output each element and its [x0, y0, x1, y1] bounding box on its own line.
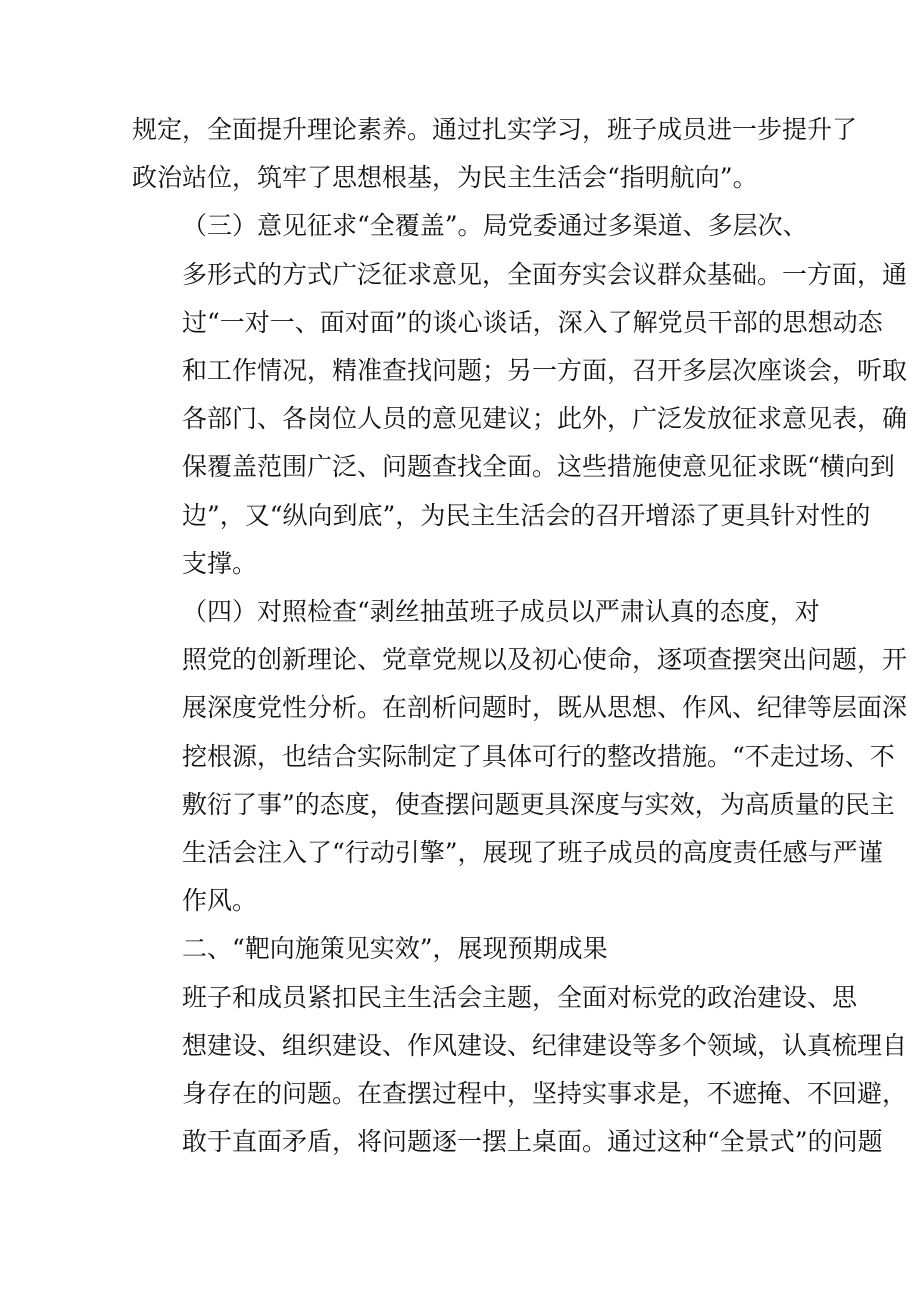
text-line: 生活会注入了“行动引擎”，展现了班子成员的高度责任感与严谨 — [182, 838, 883, 868]
paragraph-p5 — [132, 974, 908, 1167]
text-line: 政治站位，筑牢了思想根基，为民主生活会“指明航向”。 — [132, 163, 758, 193]
text-line: 敷衍了事”的态度，使查摆问题更具深度与实效，为高质量的民主 — [182, 789, 895, 819]
text-line: 挖根源，也结合实际制定了具体可行的整改措施。“不走过场、不 — [182, 741, 895, 771]
paragraph-p2 — [132, 202, 908, 588]
paragraph-p3 — [132, 588, 908, 925]
text-line: （三）意见征求“全覆盖”。局党委通过多渠道、多层次、 — [182, 211, 808, 241]
paragraph-p1 — [132, 106, 858, 202]
text-line: 各部门、各岗位人员的意见建议；此外，广泛发放征求意见表，确 — [182, 404, 908, 434]
text-line: 想建设、组织建设、作风建设、纪律建设等多个领域，认真梳理自 — [182, 1030, 908, 1060]
text-line: 边”，又“纵向到底”，为民主生活会的召开增添了更具针对性的 — [182, 500, 871, 530]
text-line: 支撑。 — [182, 548, 258, 578]
document-body — [132, 106, 908, 1166]
text-line: 班子和成员紧扣民主生活会主题，全面对标党的政治建设、思 — [182, 982, 858, 1012]
text-line: （四）对照检查“剥丝抽茧班子成员以严肃认真的态度，对 — [182, 597, 820, 627]
paragraph-p4 — [132, 925, 800, 973]
text-line: 过“一对一、面对面”的谈心谈话，深入了解党员干部的思想动态 — [182, 307, 883, 337]
text-line: 敢于直面矛盾，将问题逐一摆上桌面。通过这种“全景式”的问题 — [182, 1127, 883, 1157]
text-line: 二、“靶向施策见实效”，展现预期成果 — [182, 934, 608, 964]
text-line: 保覆盖范围广泛、问题查找全面。这些措施使意见征求既“横向到 — [182, 452, 895, 482]
text-line: 照党的创新理论、党章党规以及初心使命，逐项查摆突出问题，开 — [182, 645, 908, 675]
text-line: 展深度党性分析。在剖析问题时，既从思想、作风、纪律等层面深 — [182, 693, 908, 723]
text-line: 作风。 — [182, 886, 258, 916]
text-line: 和工作情况，精准查找问题；另一方面，召开多层次座谈会，听取 — [182, 356, 908, 386]
text-line: 身存在的问题。在查摆过程中，坚持实事求是，不遮掩、不回避， — [182, 1079, 908, 1109]
text-line: 多形式的方式广泛征求意见，全面夯实会议群众基础。一方面，通 — [182, 259, 908, 289]
text-line: 规定，全面提升理论素养。通过扎实学习，班子成员进一步提升了 — [132, 115, 858, 144]
